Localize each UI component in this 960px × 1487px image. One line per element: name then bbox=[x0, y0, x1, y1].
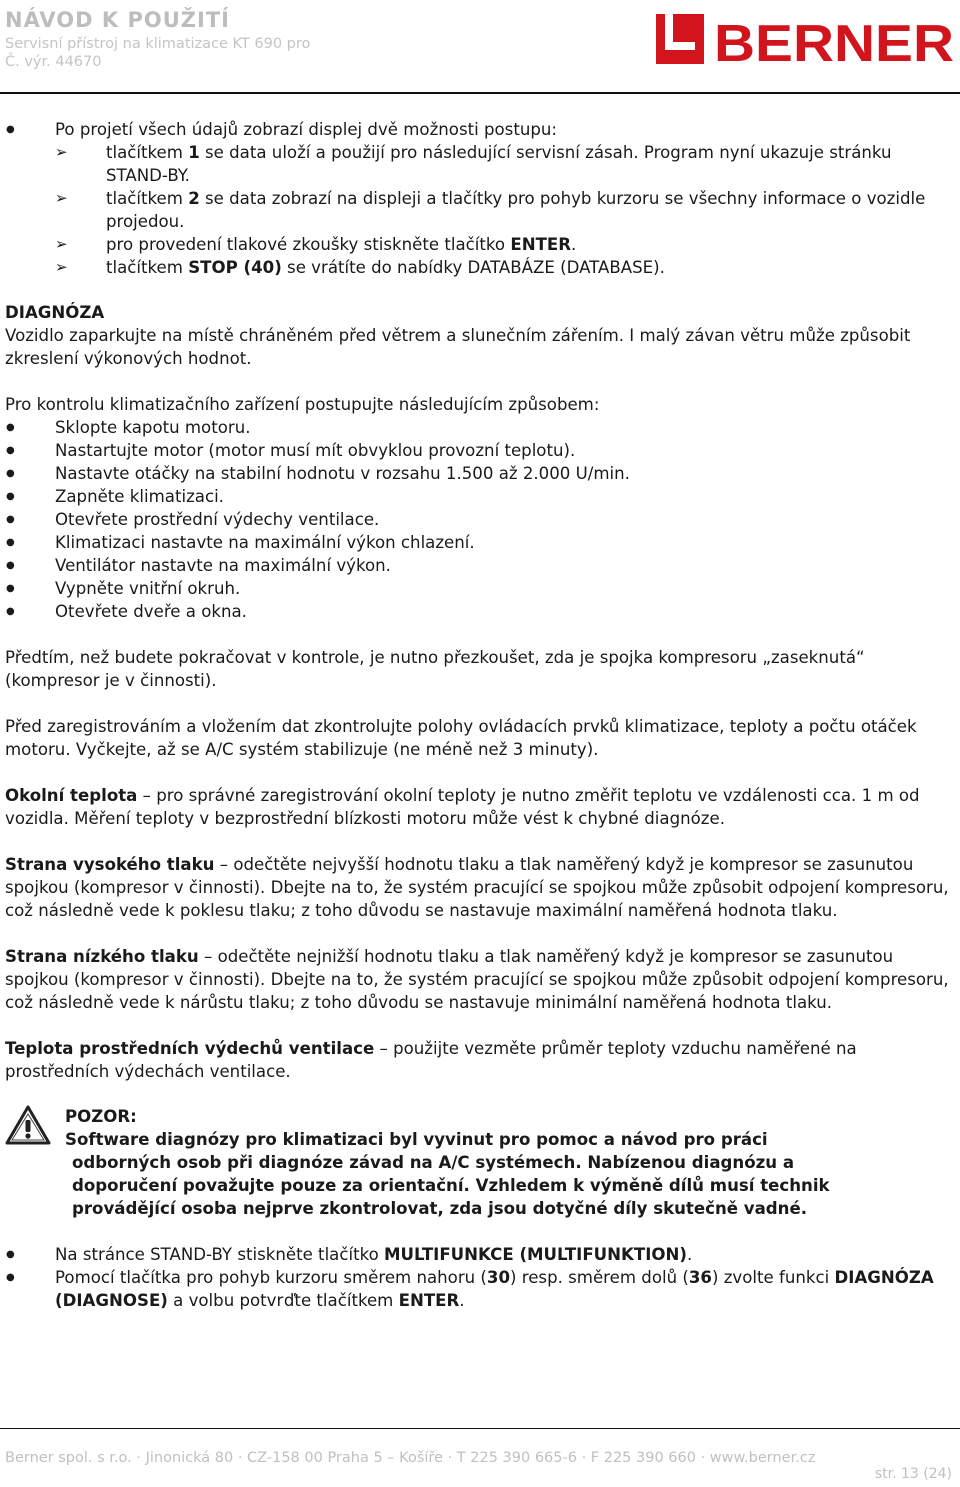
steps-intro: Pro kontrolu klimatizačního zařízení postupujte následujícím způsobem: bbox=[5, 395, 600, 414]
button-name: MULTIFUNKCE (MULTIFUNKTION) bbox=[384, 1245, 687, 1264]
steps-list bbox=[5, 416, 955, 623]
option-text: se data zobrazí na displeji a tlačítky pro pohyb kurzoru se všechny informace o vozidle projedou. bbox=[106, 189, 926, 231]
instruction-text: . bbox=[686, 1245, 693, 1264]
list-item: ● Zapněte klimatizaci. bbox=[5, 485, 955, 508]
instruction-text: . bbox=[459, 1291, 465, 1310]
options-list bbox=[5, 141, 955, 279]
warning-text bbox=[65, 1128, 955, 1220]
warning-icon bbox=[5, 1105, 51, 1145]
definition-text: – použijte vezměte průměr teploty vzduchu naměřené na prostředních výdechách ventilace. bbox=[5, 1039, 857, 1081]
definition-text: – odečtěte nejvyšší hodnotu tlaku a tlak naměřený když je kompresor se zasunutou spojkou (kompresor v činnosti). Dbejte na to, že systém pracující se spojkou může způsobit odpojení kompresoru, což následně vede k poklesu tlaku; z toho důvodu se nastavuje maximální naměřená hodnota tlaku. bbox=[5, 855, 949, 920]
definition-vent-temp bbox=[5, 1037, 955, 1083]
product-number: Č. výr. 44670 bbox=[5, 54, 102, 70]
list-item bbox=[55, 187, 955, 233]
list-item bbox=[5, 1266, 955, 1312]
option-text: . bbox=[571, 235, 577, 254]
definition-term: Strana nízkého tlaku bbox=[5, 947, 199, 966]
page-number: str. 13 (24) bbox=[874, 1466, 952, 1482]
list-item: ● Vypněte vnitřní okruh. bbox=[5, 577, 955, 600]
option-key: 2 bbox=[188, 189, 200, 208]
final-list bbox=[5, 1243, 955, 1312]
register-paragraph: Před zaregistrováním a vložením dat zkontrolujte polohy ovládacích prvků klimatizace, teploty a počtu otáček motoru. Vyčkejte, až se A/C systém stabilizuje (ne méně než 3 minuty). bbox=[5, 717, 917, 759]
list-item bbox=[5, 1243, 955, 1266]
definition-term: Teplota prostředních výdechů ventilace bbox=[5, 1039, 375, 1058]
option-key: ENTER bbox=[510, 235, 572, 254]
list-item: ● Nastartujte motor (motor musí mít obvyklou provozní teplotu). bbox=[5, 439, 955, 462]
document-subtitle: Servisní přístroj na klimatizace KT 690 pro bbox=[5, 36, 311, 52]
list-item bbox=[55, 141, 955, 187]
warning-heading: POZOR: bbox=[65, 1107, 137, 1126]
warning-line: doporučení považujte pouze za orientační. Vzhledem k výměně dílů musí technik bbox=[72, 1176, 830, 1195]
berner-logo bbox=[656, 14, 956, 70]
warning-line: odborných osob při diagnóze závad na A/C systémech. Nabízenou diagnózu a bbox=[72, 1153, 795, 1172]
instruction-text: ) zvolte funkci bbox=[711, 1268, 835, 1287]
footer-divider bbox=[0, 1428, 960, 1429]
option-text: se data uloží a použijí pro následující servisní zásah. Program nyní ukazuje stránku STAND-BY. bbox=[106, 143, 892, 185]
option-text: se vrátíte do nabídky DATABÁZE (DATABASE). bbox=[281, 258, 665, 277]
definition-term: Okolní teplota bbox=[5, 786, 138, 805]
section1-intro: Po projetí všech údajů zobrazí displej dvě možnosti postupu: bbox=[55, 120, 557, 139]
button-name: ENTER bbox=[398, 1291, 460, 1310]
instruction-text: Pomocí tlačítka pro pohyb kurzoru směrem nahoru ( bbox=[55, 1268, 487, 1287]
option-text: tlačítkem bbox=[106, 258, 189, 277]
option-key: 1 bbox=[188, 143, 200, 162]
definition-ambient-temp bbox=[5, 784, 955, 830]
diagnosis-text: Vozidlo zaparkujte na místě chráněném před větrem a slunečním zářením. I malý závan větru může způsobit zkreslení výkonových hodnot. bbox=[5, 326, 911, 368]
clutch-paragraph: Předtím, než budete pokračovat v kontrole, je nutno přezkoušet, zda je spojka kompresoru „zaseknutá“ (kompresor je v činnosti). bbox=[5, 648, 865, 690]
section-heading-diagnosis: DIAGNÓZA bbox=[5, 303, 105, 322]
warning-line: provádějící osoba nejprve zkontrolovat, zda jsou dotyčné díly skutečně vadné. bbox=[72, 1199, 808, 1218]
list-item bbox=[5, 118, 955, 141]
option-key: STOP (40) bbox=[188, 258, 282, 277]
footer-address: Berner spol. s r.o. · Jinonická 80 · CZ-158 00 Praha 5 – Košíře · T 225 390 665-6 · F 225 390 660 · www.berner.cz bbox=[5, 1450, 816, 1466]
option-text: pro provedení tlakové zkoušky stiskněte tlačítko bbox=[106, 235, 511, 254]
page-content bbox=[5, 118, 955, 1312]
option-text: tlačítkem bbox=[106, 189, 189, 208]
list-item: ● Klimatizaci nastavte na maximální výkon chlazení. bbox=[5, 531, 955, 554]
list-item: ● Otevřete prostřední výdechy ventilace. bbox=[5, 508, 955, 531]
instruction-text: Na stránce STAND-BY stiskněte tlačítko bbox=[55, 1245, 385, 1264]
definition-low-pressure bbox=[5, 945, 955, 1014]
header-divider bbox=[0, 92, 960, 94]
page-header bbox=[0, 0, 960, 96]
list-item: ● Sklopte kapotu motoru. bbox=[5, 416, 955, 439]
option-text: tlačítkem bbox=[106, 143, 189, 162]
button-number: 36 bbox=[688, 1268, 712, 1287]
list-item bbox=[55, 256, 955, 279]
instruction-text: a volbu potvrďte tlačítkem bbox=[167, 1291, 399, 1310]
logo-text: BERNER bbox=[714, 15, 954, 70]
definition-text: – pro správné zaregistrování okolní teploty je nutno změřit teplotu ve vzdálenosti cca. 1 m od vozidla. Měření teploty v bezprostřední blízkosti motoru může vést k chybné diagnóze. bbox=[5, 786, 920, 828]
list-item: ● Nastavte otáčky na stabilní hodnotu v rozsahu 1.500 až 2.000 U/min. bbox=[5, 462, 955, 485]
function-name: DIAGNÓZA (DIAGNOSE) bbox=[55, 1268, 934, 1310]
section1-list bbox=[5, 118, 955, 141]
document-title: NÁVOD K POUŽITÍ bbox=[5, 8, 230, 32]
warning-line: Software diagnózy pro klimatizaci byl vyvinut pro pomoc a návod pro práci bbox=[65, 1130, 768, 1149]
definition-high-pressure bbox=[5, 853, 955, 922]
warning-box bbox=[5, 1105, 955, 1220]
definition-term: Strana vysokého tlaku bbox=[5, 855, 215, 874]
list-item: ● Otevřete dveře a okna. bbox=[5, 600, 955, 623]
list-item: ● Ventilátor nastavte na maximální výkon. bbox=[5, 554, 955, 577]
list-item bbox=[55, 233, 955, 256]
button-number: 30 bbox=[486, 1268, 511, 1287]
definition-text: – odečtěte nejnižší hodnotu tlaku a tlak naměřený když je kompresor se zasunutou spojkou (kompresor v činnosti). Dbejte na to, že systém pracující se spojkou může způsobit odpojení kompresoru, což následně vede k nárůstu tlaku; z toho důvodu se nastavuje minimální naměřená hodnota tlaku. bbox=[5, 947, 949, 1012]
instruction-text: ) resp. směrem dolů ( bbox=[510, 1268, 689, 1287]
